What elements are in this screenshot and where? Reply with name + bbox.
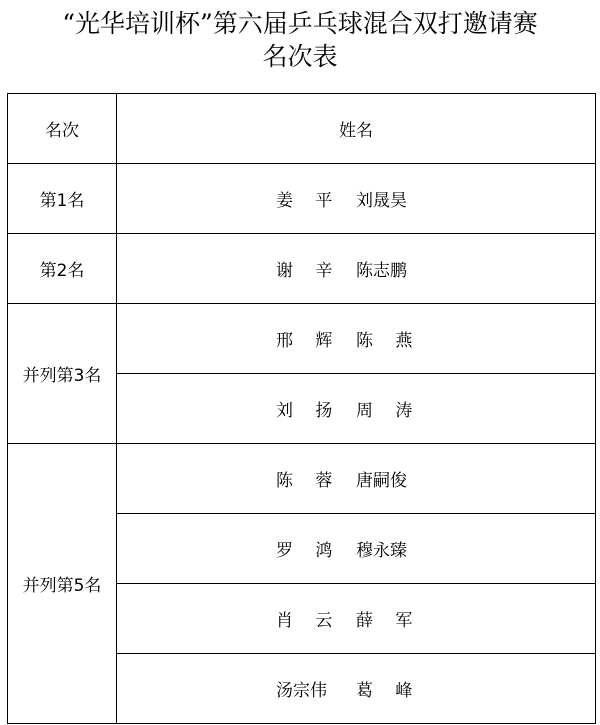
player-name: 刘 扬	[276, 401, 333, 421]
table-header-row	[8, 94, 596, 164]
names-cell	[117, 304, 596, 374]
player-pair	[276, 606, 436, 631]
player-name: 肖 云	[276, 611, 333, 631]
player-name: 陈志鹏	[356, 261, 407, 281]
player-pair	[276, 256, 436, 281]
page-title: “光华培训杯”第六届乒乓球混合双打邀请赛	[62, 9, 538, 38]
names-cell	[117, 374, 596, 444]
player-pair	[276, 676, 436, 701]
names-cell	[117, 654, 596, 724]
player-name: 刘晟昊	[356, 191, 407, 211]
names-cell	[117, 584, 596, 654]
player-name: 邢 辉	[276, 331, 333, 351]
rank-cell: 第2名	[8, 234, 117, 304]
player-name: 陈 蓉	[276, 471, 333, 491]
names-cell	[117, 444, 596, 514]
table-row	[8, 444, 596, 514]
rank-cell: 并列第3名	[8, 304, 117, 444]
table-row	[8, 234, 596, 304]
header-names: 姓名	[117, 94, 596, 164]
player-name: 穆永臻	[356, 541, 407, 561]
player-name: 葛 峰	[356, 681, 413, 701]
player-name: 薛 军	[356, 611, 413, 631]
player-pair	[276, 186, 436, 211]
player-name: 陈 燕	[356, 331, 413, 351]
page-subtitle: 名次表	[262, 42, 338, 71]
player-pair	[276, 396, 436, 421]
player-name: 周 涛	[356, 401, 413, 421]
player-name: 谢 辛	[276, 261, 333, 281]
player-name: 唐嗣俊	[356, 471, 407, 491]
names-cell	[117, 164, 596, 234]
rank-cell: 并列第5名	[8, 444, 117, 724]
rank-cell: 第1名	[8, 164, 117, 234]
table-row	[8, 304, 596, 374]
names-cell	[117, 234, 596, 304]
player-name: 汤宗伟	[276, 681, 327, 701]
player-pair	[276, 536, 436, 561]
player-pair	[276, 326, 436, 351]
player-name: 姜 平	[276, 191, 333, 211]
player-name: 罗 鸿	[276, 541, 333, 561]
header-rank: 名次	[8, 94, 117, 164]
ranking-table	[7, 93, 596, 724]
names-cell	[117, 514, 596, 584]
table-row	[8, 164, 596, 234]
player-pair	[276, 466, 436, 491]
